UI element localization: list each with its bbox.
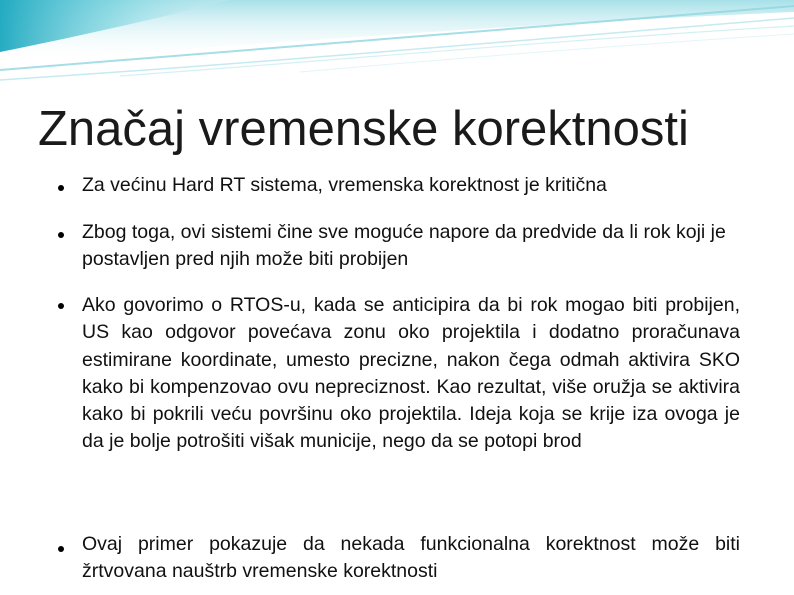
- bullet-text: Ako govorimo o RTOS-u, kada se anticipira da bi rok mogao biti probijen, US kao odgovor povećava zonu oko projektila i dodatno proračunava estimirane koordinate, umesto precizne, nakon čega odmah aktivira SKO kako bi kompenzovao ovu nepreciznost. Kao rezultat, više oružja se aktivira kako bi pokrili veću površinu oko projektila. Ideja koja se krije iza ovoga je da je bolje potrošiti višak municije, nego da se potopi brod: [82, 294, 740, 453]
- bullet-text: Zbog toga, ovi sistemi čine sve moguće napore da predvide da li rok koji je postavljen pred njih može biti probijen: [82, 221, 726, 271]
- bullet-dot-icon: [58, 546, 64, 552]
- bullet-dot-icon: [58, 185, 64, 191]
- bullet-text: Za većinu Hard RT sistema, vremenska korektnost je kritična: [82, 174, 607, 196]
- slide-title: Značaj vremenske korektnosti: [38, 102, 689, 156]
- bullet-dot-icon: [58, 232, 64, 238]
- bullet-text: Ovaj primer pokazuje da nekada funkcionalna korektnost može biti žrtvovana nauštrb vremenske korektnosti: [82, 533, 740, 583]
- wave-decoration: [0, 0, 794, 110]
- bullet-dot-icon: [58, 303, 64, 309]
